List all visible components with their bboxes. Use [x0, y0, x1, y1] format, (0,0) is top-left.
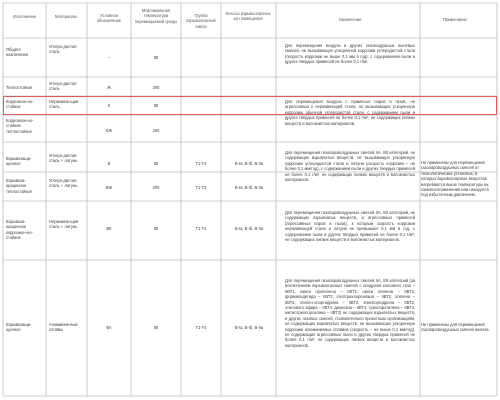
row2-designation: К: [107, 103, 111, 108]
row6-designation: ВК: [106, 226, 112, 231]
row7-zones: В-Iа, В-Iб, В-IIа: [234, 325, 264, 330]
header-note: Примечание: [443, 17, 467, 22]
row5-zones: В-Iа, В-Iб, В-IIа: [234, 185, 264, 190]
row6-purpose: Для перемещения газопаровоздушных смесей IIА, IIВ категорий, не содержащих взрывчатых веществ, и агрессивных примесей (агрессивных паров и газов), к которым скорость коррозии нержавеющей стали и латуни не превышает 0,1 мм в год, с содержанием пыли и других твердых примесей не более 0,1 г/м³, не содержащих липких веществ и волокнистых материалов.: [285, 210, 415, 243]
header-execution: Исполнение: [12, 14, 37, 19]
row6-group: Т1-Т4: [195, 226, 207, 231]
header-group: Группа взрывоопасной смеси: [186, 13, 216, 29]
row0-temp: 80: [153, 55, 159, 60]
row7-group: Т1-Т4: [195, 325, 207, 330]
row7-note: Не применены для перемещения газопаровоздушных смесей железа.: [421, 322, 490, 333]
row1-materials: Углеро-дистая сталь: [49, 81, 77, 92]
row2-execution: Коррозион-но-стойкое: [6, 99, 34, 110]
row4-zones: В-Iа, В-Iб, В-IIа: [234, 161, 264, 166]
row4-execution: Взрывозащи-щенное: [6, 156, 32, 167]
header-materials: Материалы: [55, 14, 77, 19]
header-temperature: Максимальная температура перемещаемой среды: [134, 8, 178, 24]
row7-purpose: Для перемещения газопаровоздушных смесей IIА, IIВ категорий (за исключением взрывоопасных смесей с воздухом коксового газа – IIВТ1, окиси пропилена – IIВТ2, окиси этилена – IIВТ2, формальдегида – IIВТ2, этилтрихлорсилана – IIВТ2, этилена – IIВТ2, этилен-хлоргидрина – IIВТ2, эпихлоргидрина – IIВТ2, этилового эфира – IIВТ4, диоксана – IIВТ4, трихлорэтилена – IIВТ4, метилтрихлорсилана – IIВТ2) не содержащих взрывчатых веществ, и других газовых смесей, позволительно проектным организациям, не содержащих взрывчатых веществ, не вызывающих ускоренную коррозию алюминиевых сплавов (скорость – не выше 0,1 мм/год), не содержащих агрессивных пыли и других твердых примесей не более 0,1 г/м³, не содержащих липких веществ и волокнистых материалов.: [285, 278, 415, 348]
row4-group: Т1-Т4: [195, 161, 207, 166]
row6-materials: Нержавею-щая сталь + латунь: [49, 219, 79, 230]
row1-execution: Теплостойкое: [6, 85, 33, 90]
header-purpose: Назначение: [338, 17, 362, 22]
row6-execution: Взрывоза-щищенное коррозион-но-стойкое: [6, 219, 33, 241]
row4-materials: Углеро-дистая сталь + латунь: [49, 153, 78, 164]
row2-purpose: Для перемещения воздуха с примесью паров и газов, не агрессивных к нержавеющей стали, но вызывающих ускоренную коррозию обычной углеродистой стали, с содержанием пыли и других твердых примесей не более 0,1 г/м³, не содержащих липких веществ и волокнистых материалов.: [285, 99, 415, 126]
row7-materials: Алюминие-вые сплавы: [49, 322, 78, 333]
row4-designation: В: [107, 161, 111, 166]
row4-purpose: Для перемещения газопаровоздушных смесей IIА, IIВ категорий, не содержащих взрывчатых веществ, не вызывающих ускоренную коррозию углеродистой стали и латуни (скорость коррозии – не более 0,1 мм/год), с содержанием пыли и других твердых примесей не более 0,1 г/м³, не содержащих липких веществ и волокнистых материалов.: [285, 150, 415, 183]
row6-zones: В-Iа, В-Iб, В-IIа: [234, 226, 264, 231]
row7-temp: 80: [153, 325, 159, 330]
row6-temp: 80: [153, 226, 159, 231]
row7-execution: Взрывозащи-щенное: [6, 322, 32, 333]
row2-temp: 80: [153, 103, 159, 108]
row5-materials: Углеро-дистая сталь + латунь: [49, 178, 78, 189]
row5-execution: Взрывоза-щищенное теплостойкое: [6, 178, 32, 194]
row4-temp: 80: [153, 161, 159, 166]
header-designation: Условное обозначение: [96, 13, 122, 24]
row5-designation: ВЖ: [105, 185, 113, 190]
header-zones: Классы взрывоопасных зон помещения: [225, 11, 271, 22]
row1-designation: Ж: [107, 85, 111, 90]
row7-designation: ВА: [106, 325, 112, 330]
row5-temp: 200: [152, 185, 160, 190]
row2-materials: Нержавею-щая сталь: [49, 99, 79, 110]
row1-temp: 200: [152, 85, 160, 90]
row4-note: Не применены для перемещения газопаровоздушных смесей от технологических установок, в которых взрывоопасные вещества нагреваются выше температуры их самовоспламенения или находятся под избыточным давлением.: [421, 160, 489, 198]
row3-designation: КЖ: [105, 128, 113, 133]
row0-materials: Углеро-дистая сталь: [49, 44, 77, 55]
row0-purpose: Для перемещения воздуха и других газовоздушных пылевых смесей, не вызывающих ускоренной коррозии углеродистой стали (скорость коррозии не выше 0,1 мм в год), с содержанием пыли и других твердых примесей не более 0,1 г/м³.: [285, 43, 415, 65]
row3-temp: 200: [152, 128, 160, 133]
row5-group: Т1-Т3: [195, 185, 207, 190]
row0-designation: –: [107, 55, 111, 60]
row0-execution: Общего назначения: [6, 47, 28, 58]
row3-execution: Коррозион-но-стойкое теплостойкое: [6, 118, 34, 134]
